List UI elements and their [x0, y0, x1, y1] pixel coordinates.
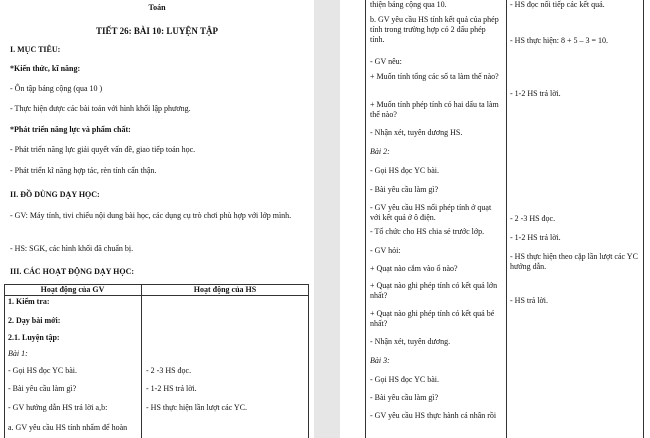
table-row-teacher: - Bài yêu cầu làm gì? [8, 384, 77, 393]
table-header-divider [4, 295, 309, 296]
ability-item: - Phát triển năng lực giải quyết vấn đề, giao tiếp toán học. [10, 145, 196, 154]
table-row-teacher: - GV hỏi: [370, 246, 401, 255]
materials-student: - HS: SGK, các hình khối đã chuẩn bị. [10, 244, 134, 253]
table-row-student: - HS thực hiện lần lượt các YC. [146, 403, 248, 412]
table-row-teacher: - GV yêu cầu HS nối phép tính ở quạt với kết quả ở ô điện. [370, 203, 492, 222]
table-row-student: - 2 -3 HS đọc. [510, 214, 556, 223]
document-page-left [0, 0, 314, 438]
knowledge-item: - Thực hiện được các bài toán với hình khối lập phương. [10, 104, 191, 113]
table-row-teacher: + Muốn tính phép tính có hai dấu ta làm thế nào? [370, 100, 499, 119]
table-row-teacher: - GV yêu cầu HS thực hành cá nhân rồi [370, 411, 497, 420]
document-page-right [340, 0, 650, 438]
table-row-teacher: - Gọi HS đọc YC bài. [370, 166, 440, 175]
table-row-student: - 1-2 HS trả lời. [510, 233, 561, 242]
table-row-teacher: a. GV yêu cầu HS tính nhẩm để hoàn [8, 423, 128, 432]
section-heading-objectives: I. MỤC TIÊU: [10, 45, 61, 54]
table-column-divider [506, 0, 507, 438]
table-row-teacher: Bài 1: [8, 349, 28, 358]
table-row-teacher: - Tổ chức cho HS chia sẻ trước lớp. [370, 227, 485, 236]
table-row-teacher: - Nhận xét, tuyên dương HS. [370, 128, 463, 137]
table-row-teacher: - Bài yêu cầu làm gì? [370, 185, 439, 194]
table-row-teacher: - GV nêu: [370, 57, 402, 66]
page-header: Toán [148, 3, 166, 12]
table-row-teacher: - Bài yêu cầu làm gì? [370, 393, 439, 402]
table-header-teacher: Hoạt động của GV [40, 285, 105, 294]
table-row-teacher: - Gọi HS đọc YC bài. [8, 366, 78, 375]
table-row-student: - HS thực hiện theo cặp lần lượt các YC hướng dẫn. [510, 252, 638, 271]
table-column-divider [141, 284, 142, 438]
section-heading-materials: II. ĐỒ DÙNG DẠY HỌC: [10, 190, 100, 199]
table-row-teacher: - Gọi HS đọc YC bài. [370, 375, 440, 384]
knowledge-heading: *Kiến thức, kĩ năng: [10, 64, 81, 73]
table-row-student: - HS trả lời. [510, 296, 549, 305]
table-row-student: - 1-2 HS trả lời. [146, 384, 197, 393]
activities-table [4, 284, 309, 438]
lesson-title: TIẾT 26: BÀI 10: LUYỆN TẬP [96, 26, 218, 36]
knowledge-item: - Ôn tập bảng cộng (qua 10 ) [10, 84, 103, 93]
table-row-teacher: Bài 2: [370, 147, 390, 156]
table-row-teacher: b. GV yêu cầu HS tính kết quả của phép tính trong trường hợp có 2 dấu phép tính. [370, 15, 499, 44]
table-row-student: - 1-2 HS trả lời. [510, 89, 561, 98]
table-row-teacher: + Quạt nào ghi phép tính có kết quả bé nhất? [370, 309, 495, 328]
table-row-teacher: 2.1. Luyện tập: [8, 333, 60, 342]
table-row-teacher: - GV hướng dẫn HS trả lời a,b: [8, 403, 108, 412]
materials-teacher: - GV: Máy tính, tivi chiếu nội dung bài học, các dụng cụ trò chơi phù hợp với lớp mình. [10, 211, 292, 220]
section-heading-activities: III. CÁC HOẠT ĐỘNG DẠY HỌC: [10, 267, 135, 276]
table-row-teacher: 2. Dạy bài mới: [8, 316, 61, 325]
table-row-teacher: 1. Kiểm tra: [8, 297, 50, 306]
table-row-teacher: + Muốn tính tổng các số ta làm thế nào? [370, 72, 499, 81]
table-row-teacher: Bài 3: [370, 356, 390, 365]
table-row-teacher: - Nhận xét, tuyên dương. [370, 337, 451, 346]
ability-item: - Phát triển kĩ năng hợp tác, rèn tính cẩn thận. [10, 166, 157, 175]
table-row-teacher: + Quạt nào ghi phép tính có kết quả lớn nhất? [370, 281, 498, 300]
table-row-student: - HS đọc nối tiếp các kết quả. [510, 0, 605, 9]
table-row-teacher: + Quạt nào cắm vào ổ nào? [370, 264, 458, 273]
table-row-student: - HS thực hiện: 8 + 5 – 3 = 10. [510, 36, 609, 45]
table-header-student: Hoạt động của HS [193, 285, 257, 294]
ability-heading: *Phát triển năng lực và phẩm chất: [10, 125, 131, 134]
table-row-teacher: thiện bảng cộng qua 10. [370, 0, 447, 9]
table-row-student: - 2 -3 HS đọc. [146, 366, 192, 375]
